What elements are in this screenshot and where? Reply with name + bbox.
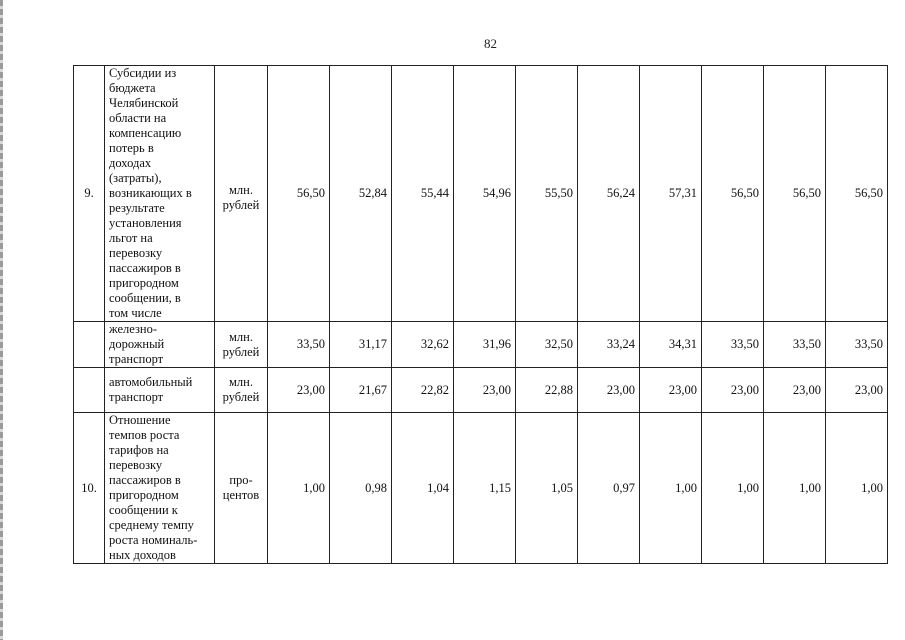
value-cell: 33,50 (764, 322, 826, 368)
row-name: железно- дорожный транспорт (109, 322, 165, 366)
value-cell: 23,00 (640, 368, 702, 413)
value-cell: 56,50 (702, 66, 764, 322)
value-cell: 1,05 (516, 413, 578, 564)
row-name: Отношение темпов роста тарифов на перевозку пассажиров в пригородном сообщении к среднему темпу роста номиналь- ных доходов (109, 413, 198, 562)
unit-label: млн. рублей (222, 329, 260, 359)
value-cell: 54,96 (454, 66, 516, 322)
value-cell: 21,67 (330, 368, 392, 413)
value-cell: 1,00 (268, 413, 330, 564)
value-cell: 23,00 (578, 368, 640, 413)
unit-cell (215, 413, 268, 564)
unit-cell (215, 322, 268, 368)
value-cell: 32,62 (392, 322, 454, 368)
value-cell: 0,97 (578, 413, 640, 564)
value-cell: 57,31 (640, 66, 702, 322)
value-cell: 56,50 (268, 66, 330, 322)
row-name-cell (105, 66, 215, 322)
value-cell: 23,00 (454, 368, 516, 413)
value-cell: 32,50 (516, 322, 578, 368)
value-cell: 56,24 (578, 66, 640, 322)
table-row (74, 368, 888, 413)
scan-left-edge (0, 0, 3, 640)
value-cell: 1,00 (764, 413, 826, 564)
table-row (74, 413, 888, 564)
row-number (74, 322, 105, 368)
value-cell: 1,00 (640, 413, 702, 564)
unit-label: про- центов (222, 473, 260, 502)
value-cell: 55,50 (516, 66, 578, 322)
row-number: 9. (74, 66, 105, 322)
value-cell: 22,88 (516, 368, 578, 413)
unit-label: млн. рублей (222, 375, 260, 404)
row-name-cell (105, 413, 215, 564)
value-cell: 56,50 (826, 66, 888, 322)
table-row (74, 66, 888, 322)
value-cell: 1,00 (702, 413, 764, 564)
value-cell: 33,50 (826, 322, 888, 368)
value-cell: 23,00 (268, 368, 330, 413)
row-number: 10. (74, 413, 105, 564)
value-cell: 33,50 (268, 322, 330, 368)
unit-cell (215, 368, 268, 413)
value-cell: 55,44 (392, 66, 454, 322)
value-cell: 1,00 (826, 413, 888, 564)
value-cell: 31,96 (454, 322, 516, 368)
value-cell: 33,50 (702, 322, 764, 368)
value-cell: 1,15 (454, 413, 516, 564)
row-number (74, 368, 105, 413)
value-cell: 56,50 (764, 66, 826, 322)
row-name-cell (105, 322, 215, 368)
value-cell: 22,82 (392, 368, 454, 413)
value-cell: 23,00 (764, 368, 826, 413)
data-table (73, 65, 888, 564)
value-cell: 52,84 (330, 66, 392, 322)
value-cell: 23,00 (826, 368, 888, 413)
row-name: автомобильный транспорт (109, 375, 193, 404)
value-cell: 1,04 (392, 413, 454, 564)
row-name-cell (105, 368, 215, 413)
unit-label: млн. рублей (222, 182, 260, 212)
value-cell: 23,00 (702, 368, 764, 413)
unit-cell (215, 66, 268, 322)
table-row (74, 322, 888, 368)
page-number: 82 (484, 36, 497, 51)
row-name: Субсидии из бюджета Челябинской области на компенсацию потерь в доходах (затраты), возникающих в результате установления льгот на перевозку пассажиров в пригородном сообщении, в том числе (109, 66, 192, 320)
value-cell: 0,98 (330, 413, 392, 564)
value-cell: 33,24 (578, 322, 640, 368)
value-cell: 31,17 (330, 322, 392, 368)
value-cell: 34,31 (640, 322, 702, 368)
